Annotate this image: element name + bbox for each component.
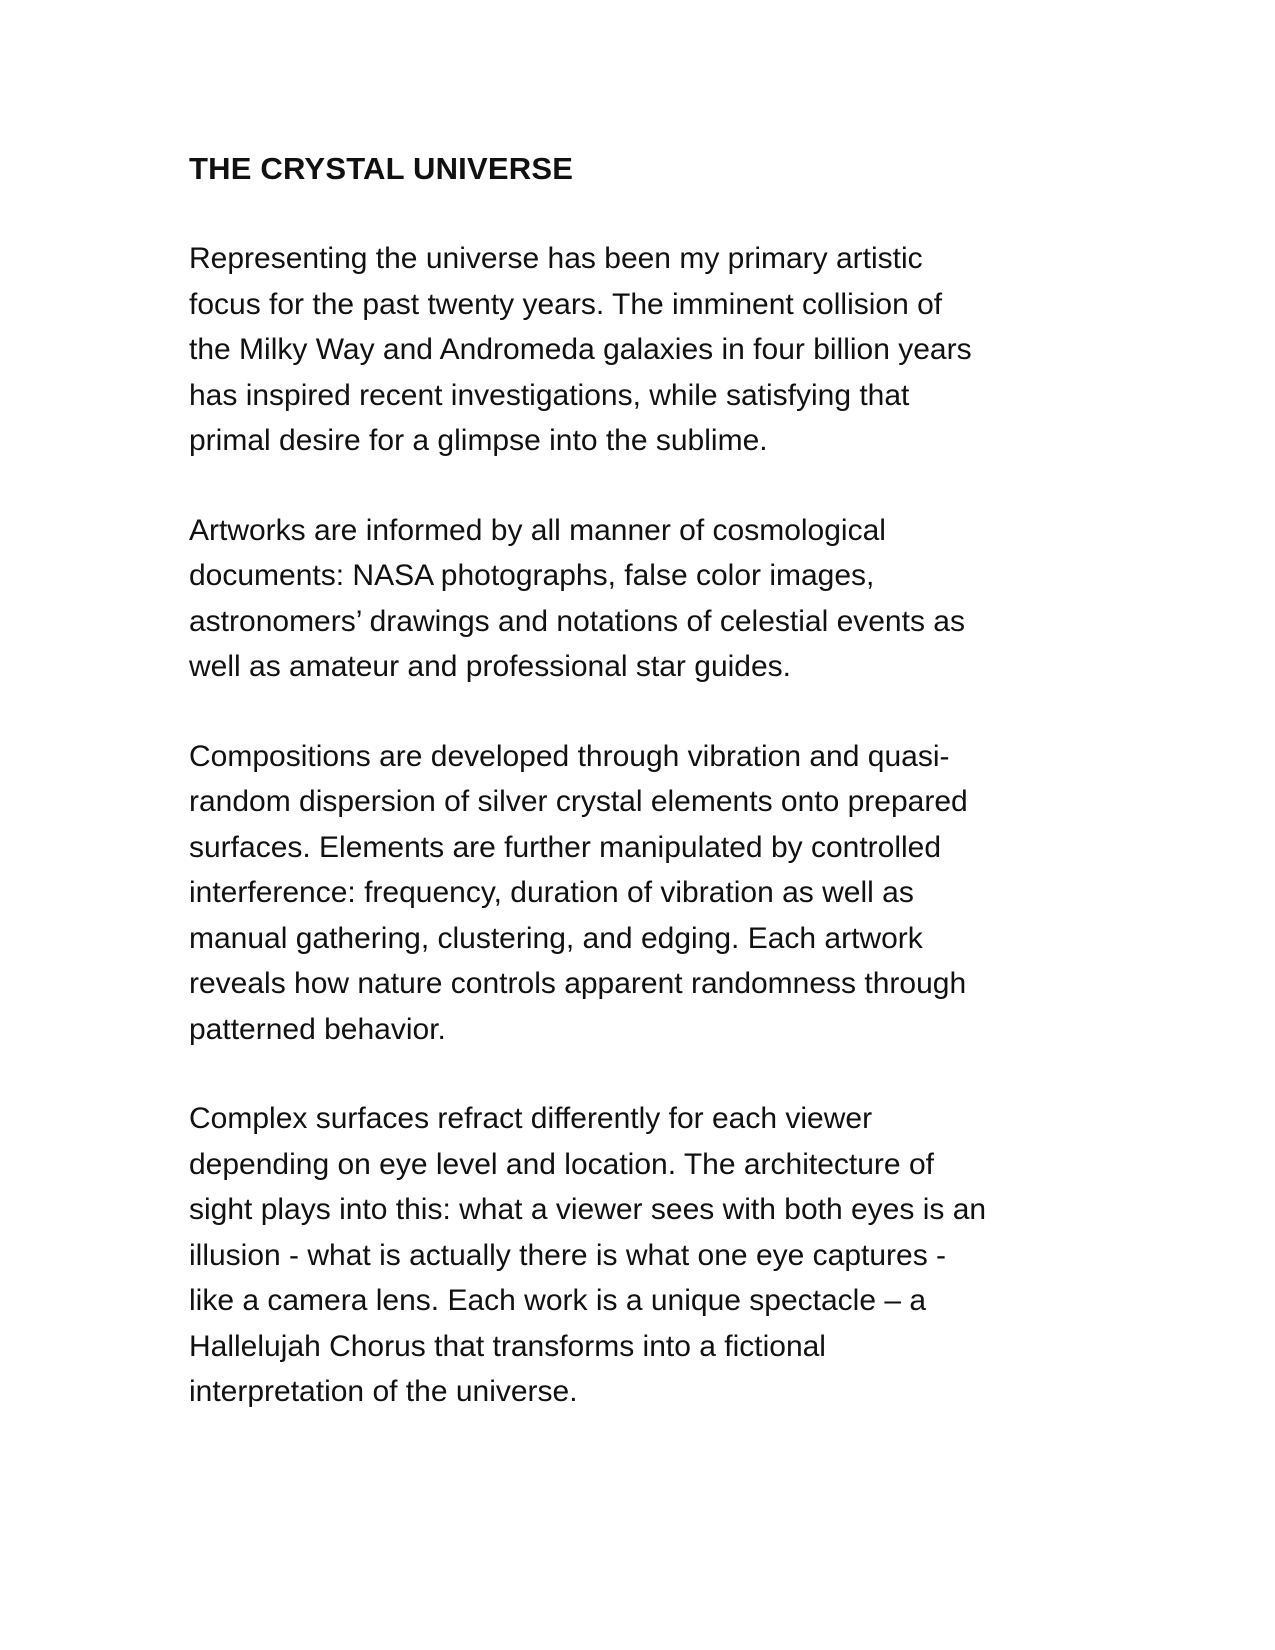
paragraph-line: patterned behavior. (189, 1012, 446, 1046)
paragraph-line: Complex surfaces refract differently for each viewer (189, 1102, 873, 1135)
document-title: THE CRYSTAL UNIVERSE (189, 151, 574, 186)
paragraph-line: Artworks are informed by all manner of cosmological (189, 513, 886, 547)
paragraph-line: reveals how nature controls apparent randomness through (189, 967, 967, 1000)
paragraph-line: manual gathering, clustering, and edging. Each artwork (189, 921, 923, 955)
paragraph-4 (189, 1096, 1089, 1415)
paragraph-line: Hallelujah Chorus that transforms into a fictional (189, 1329, 826, 1363)
document-body (189, 146, 1089, 1415)
paragraph-3 (189, 734, 1089, 1053)
paragraph-line: like a camera lens. Each work is a unique spectacle – a (189, 1284, 927, 1317)
paragraph-2 (189, 508, 1089, 690)
paragraph-line: surfaces. Elements are further manipulated by controlled (189, 830, 942, 864)
paragraph-line: sight plays into this: what a viewer sees with both eyes is an (189, 1193, 987, 1226)
paragraph-line: Representing the universe has been my primary artistic (189, 242, 923, 275)
paragraph-line: random dispersion of silver crystal elements onto prepared (189, 785, 968, 818)
paragraph-line: interpretation of the universe. (189, 1375, 578, 1408)
paragraph-1 (189, 236, 1089, 464)
paragraph-line: focus for the past twenty years. The imminent collision of (189, 287, 943, 321)
paragraph-line: astronomers’ drawings and notations of celestial events as (189, 604, 965, 638)
paragraph-line: well as amateur and professional star guides. (189, 650, 791, 683)
paragraph-line: primal desire for a glimpse into the sublime. (189, 424, 768, 457)
paragraph-line: has inspired recent investigations, while satisfying that (189, 378, 910, 412)
paragraph-line: the Milky Way and Andromeda galaxies in four billion years (189, 333, 972, 366)
paragraph-line: Compositions are developed through vibration and quasi- (189, 739, 950, 773)
paragraph-line: documents: NASA photographs, false color images, (189, 559, 875, 592)
paragraph-line: depending on eye level and location. The architecture of (189, 1147, 934, 1181)
paragraph-line: interference: frequency, duration of vibration as well as (189, 876, 914, 909)
paragraph-line: illusion - what is actually there is what one eye captures - (189, 1238, 947, 1272)
